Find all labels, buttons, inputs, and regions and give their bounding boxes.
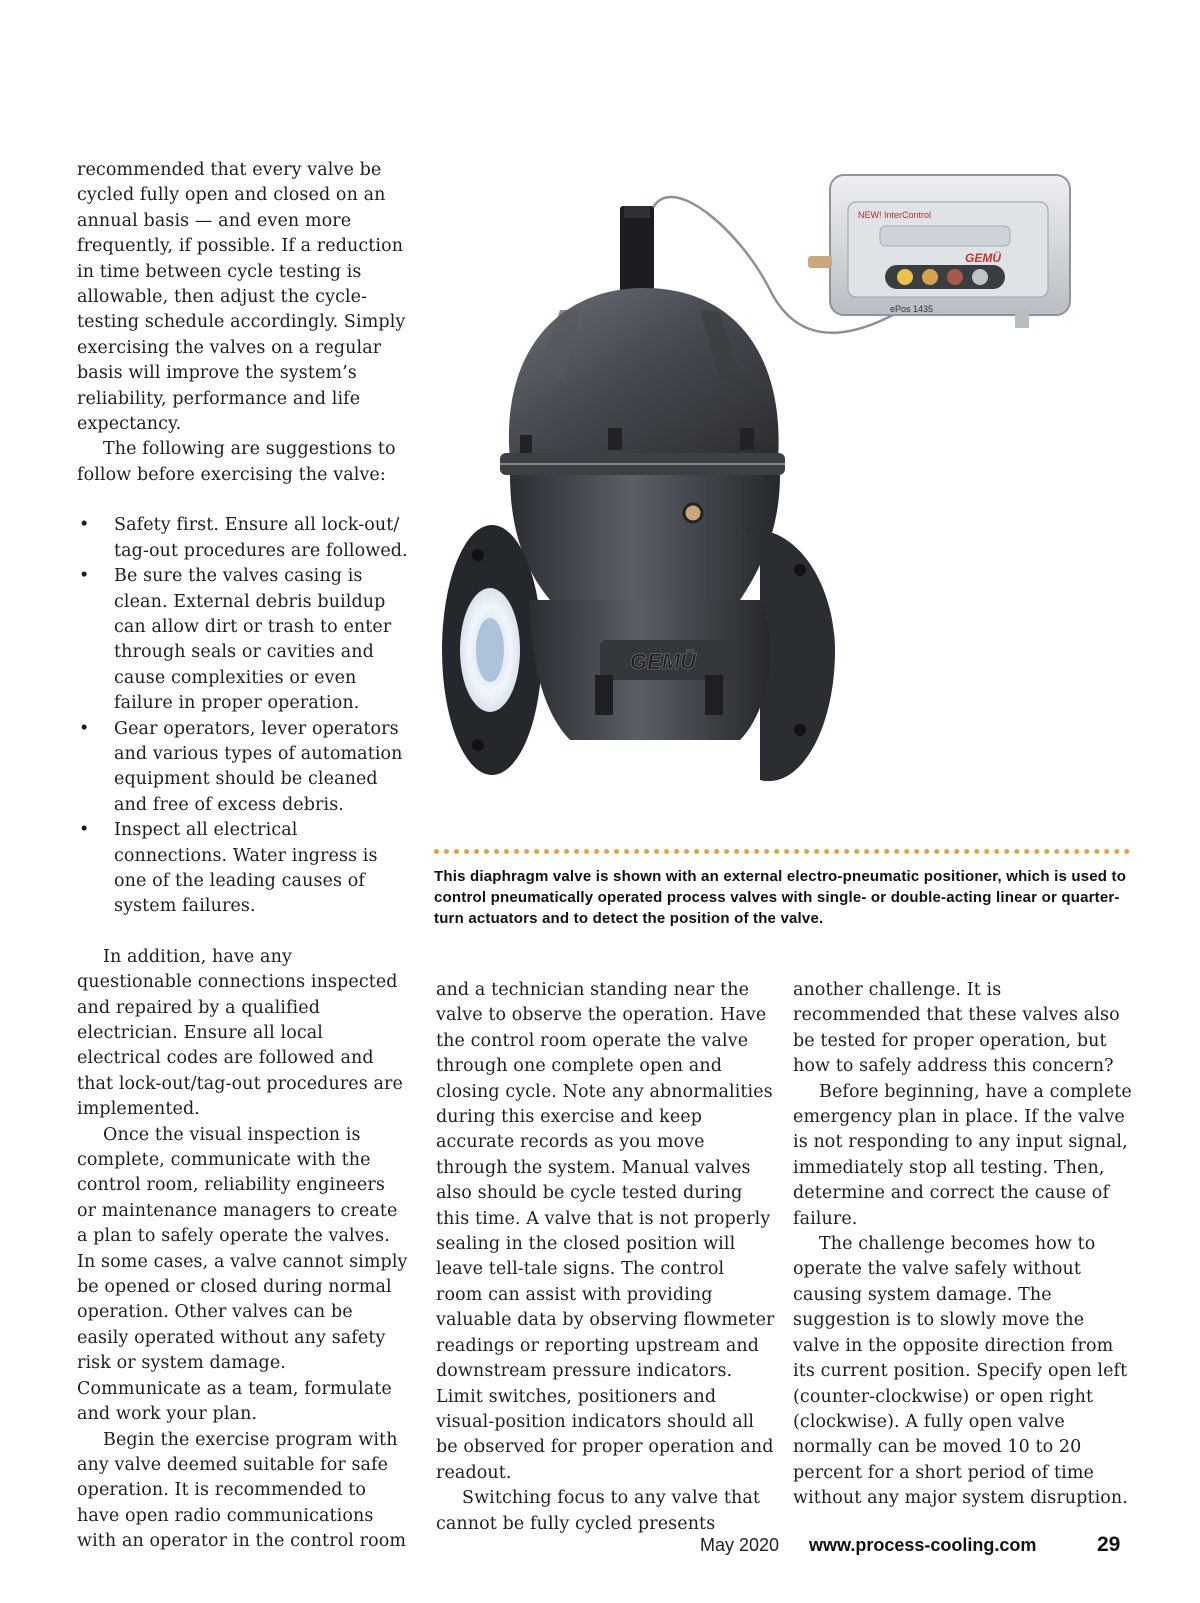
list-item [77, 564, 409, 716]
figure-caption: This diaphragm valve is shown with an external electro-pneumatic positioner, which is used to control pneumatically operated process valves with single- or double-acting linear or quarter-turn actuators and to detect the position of the valve. [434, 868, 1127, 927]
paragraph: another challenge. It is recommended that these valves also be tested for proper operation, but how to safely address this concern? [793, 980, 1120, 1077]
bullet-icon: • [79, 820, 90, 841]
page-number: 29 [1097, 1533, 1121, 1556]
bullet-icon: • [79, 718, 90, 739]
paragraph: recommended that every valve be cycled fully open and closed on an annual basis — and even more frequently, if possible. If a reduction in time between cycle testing is allowable, then adjust the cycle-testing schedule accordingly. Simply exercising the valves on a regular basis will improve the system’s reliability, performance and life expectancy. [77, 160, 406, 435]
positioner-unit [808, 175, 1070, 328]
led-icon [897, 269, 913, 285]
positioner-brand: GEMÜ [965, 251, 1001, 265]
list-item-text: Gear operators, lever operators and various types of automation equipment should be cleaned and free of excess debris. [114, 718, 403, 815]
caption-divider [434, 849, 1130, 854]
paragraph: Once the visual inspection is complete, communicate with the control room, reliability engineers or maintenance managers to create a plan to safely operate the valves. In some cases, a valve cannot simply be opened or closed during normal operation. Other valves can be easily operated without any safety risk or system damage. Communicate as a team, formulate and work your plan. [77, 1124, 408, 1425]
list-item-text: Be sure the valves casing is clean. External debris buildup can allow dirt or trash to enter through seals or cavities and cause complexities or even failure in proper operation. [114, 566, 392, 714]
positioner-model: ePos 1435 [890, 304, 934, 314]
bullet-list [77, 513, 409, 920]
paragraph: Before beginning, have a complete emergency plan in place. If the valve is not responding to any input signal, immediately stop all testing. Then, determine and correct the cause of failure. [793, 1081, 1132, 1229]
article-column-2 [436, 978, 776, 1537]
paragraph: In addition, have any questionable connections inspected and repaired by a qualified electrician. Ensure all local electrical codes are followed and that lock-out/tag-out procedures are implemented. [77, 946, 403, 1120]
paragraph: The following are suggestions to follow before exercising the valve: [77, 439, 396, 485]
list-item [77, 818, 409, 920]
article-column-1 [77, 158, 409, 1555]
bullet-icon: • [79, 515, 90, 536]
led-icon [947, 269, 963, 285]
page-footer [0, 1535, 1200, 1565]
indicator-post [620, 206, 654, 301]
led-icon [922, 269, 938, 285]
actuator-housing [510, 475, 780, 600]
list-item [77, 513, 409, 564]
led-icon [972, 269, 988, 285]
paragraph: The challenge becomes how to operate the valve safely without causing system damage. The suggestion is to slowly move the valve in the opposite direction from its current position. Specify open left (counter-clockwise) or open right (clockwise). A fully open valve normally can be moved 10 to 20 percent for a short period of time without any major system disruption. [793, 1234, 1128, 1509]
fitting-icon [808, 256, 832, 268]
article-column-3 [793, 978, 1133, 1512]
list-item-text: Safety first. Ensure all lock-out/ tag-out procedures are followed. [114, 515, 408, 561]
paragraph: Begin the exercise program with any valve deemed suitable for safe operation. It is recommended to have open radio communications with an operator in the control room [77, 1429, 407, 1552]
air-port-icon [684, 504, 702, 522]
paragraph: Switching focus to any valve that cannot be fully cycled presents [436, 1488, 761, 1534]
paragraph: and a technician standing near the valve to observe the operation. Have the control room operate the valve through one complete open and closing cycle. Note any abnormalities during this exercise and keep accurate records as you move through the system. Manual valves also should be cycle tested during this time. A valve that is not properly sealing in the closed position will leave tell-tale signs. The control room can assist with providing valuable data by observing flowmeter readings or reporting upstream and downstream pressure indicators. Limit switches, positioners and visual-position indicators should all be observed for proper operation and readout. [436, 980, 775, 1483]
website-link[interactable]: www.process-cooling.com [809, 1535, 1037, 1555]
valve-brand: GEMÜ [630, 649, 696, 674]
issue-date: May 2020 [700, 1535, 780, 1555]
positioner-label: NEW! InterControl [858, 210, 932, 220]
list-item [77, 717, 409, 819]
bullet-icon: • [79, 566, 90, 587]
valve-photo [440, 170, 1140, 840]
list-item-text: Inspect all electrical connections. Water ingress is one of the leading causes of system failures. [114, 820, 378, 917]
